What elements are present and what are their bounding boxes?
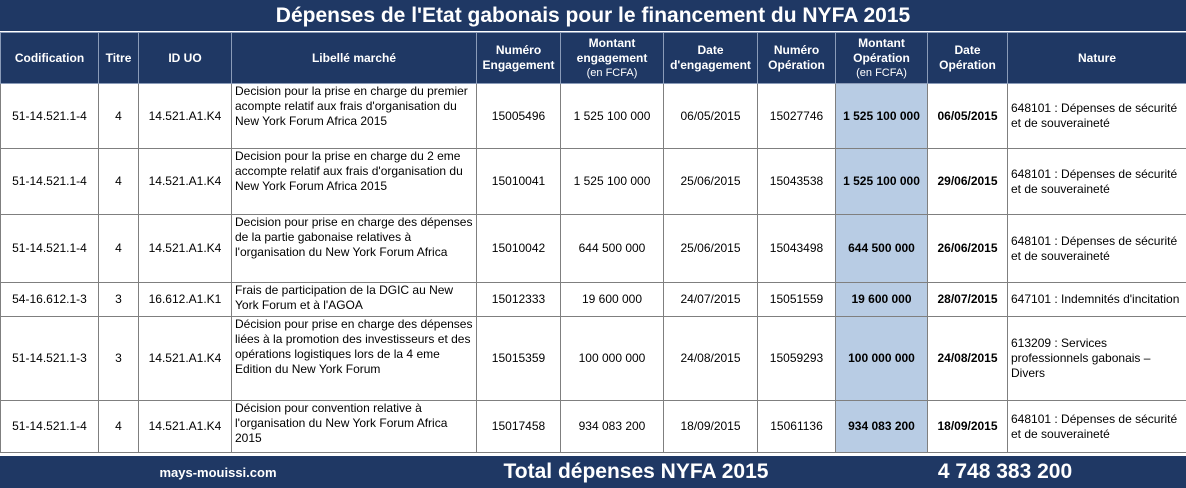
cell-montant-engagement: 1 525 100 000 — [561, 84, 664, 149]
total-label: Total dépenses NYFA 2015 — [503, 460, 769, 483]
cell-num-engagement: 15017458 — [477, 401, 561, 453]
col-montant-engagement — [561, 33, 664, 84]
col-id-uo: ID UO — [139, 33, 232, 84]
cell-libelle: Décision pour convention relative à l'organisation du New York Forum Africa 2015 — [232, 401, 477, 453]
table-row — [1, 149, 1186, 215]
cell-montant-operation: 1 525 100 000 — [836, 149, 928, 215]
cell-montant-engagement: 19 600 000 — [561, 283, 664, 317]
cell-montant-operation: 934 083 200 — [836, 401, 928, 453]
cell-num-operation: 15027746 — [758, 84, 836, 149]
cell-montant-engagement: 1 525 100 000 — [561, 149, 664, 215]
cell-num-operation: 15043498 — [758, 215, 836, 283]
col-nature: Nature — [1008, 33, 1186, 84]
cell-date-engagement: 25/06/2015 — [664, 215, 758, 283]
cell-id-uo: 14.521.A1.K4 — [139, 149, 232, 215]
col-montant-operation — [836, 33, 928, 84]
cell-codification: 54-16.612.1-3 — [1, 283, 99, 317]
total-amount: 4 748 383 200 — [937, 460, 1073, 483]
cell-montant-operation: 19 600 000 — [836, 283, 928, 317]
table-row — [1, 215, 1186, 283]
cell-nature: 648101 : Dépenses de sécurité et de souveraineté — [1008, 149, 1186, 215]
cell-date-engagement: 24/07/2015 — [664, 283, 758, 317]
cell-id-uo: 14.521.A1.K4 — [139, 215, 232, 283]
cell-date-engagement: 18/09/2015 — [664, 401, 758, 453]
col-date-engagement: Date d'engagement — [664, 33, 758, 84]
table-row — [1, 317, 1186, 401]
cell-nature: 648101 : Dépenses de sécurité et de souveraineté — [1008, 215, 1186, 283]
cell-nature: 648101 : Dépenses de sécurité et de souveraineté — [1008, 401, 1186, 453]
cell-id-uo: 14.521.A1.K4 — [139, 84, 232, 149]
cell-montant-engagement: 644 500 000 — [561, 215, 664, 283]
cell-id-uo: 14.521.A1.K4 — [139, 317, 232, 401]
col-codification: Codification — [1, 33, 99, 84]
col-num-operation: Numéro Opération — [758, 33, 836, 84]
cell-titre: 4 — [99, 215, 139, 283]
cell-date-operation: 29/06/2015 — [928, 149, 1008, 215]
cell-montant-operation: 644 500 000 — [836, 215, 928, 283]
cell-num-operation: 15059293 — [758, 317, 836, 401]
cell-codification: 51-14.521.1-4 — [1, 149, 99, 215]
cell-montant-operation: 1 525 100 000 — [836, 84, 928, 149]
header-row — [1, 33, 1186, 84]
cell-montant-engagement: 100 000 000 — [561, 317, 664, 401]
cell-codification: 51-14.521.1-4 — [1, 215, 99, 283]
table-row — [1, 401, 1186, 453]
col-montant-operation-unit: (en FCFA) — [856, 66, 907, 79]
cell-num-engagement: 15005496 — [477, 84, 561, 149]
cell-date-operation: 28/07/2015 — [928, 283, 1008, 317]
cell-codification: 51-14.521.1-4 — [1, 401, 99, 453]
cell-num-engagement: 15010042 — [477, 215, 561, 283]
cell-libelle: Frais de participation de la DGIC au New York Forum et à l'AGOA — [232, 283, 477, 317]
cell-nature: 648101 : Dépenses de sécurité et de souveraineté — [1008, 84, 1186, 149]
cell-nature: 647101 : Indemnités d'incitation — [1008, 283, 1186, 317]
cell-date-operation: 24/08/2015 — [928, 317, 1008, 401]
cell-num-engagement: 15015359 — [477, 317, 561, 401]
cell-titre: 4 — [99, 84, 139, 149]
col-num-engagement: Numéro Engagement — [477, 33, 561, 84]
cell-montant-operation: 100 000 000 — [836, 317, 928, 401]
col-libelle: Libellé marché — [232, 33, 477, 84]
col-titre: Titre — [99, 33, 139, 84]
table-row — [1, 283, 1186, 317]
cell-libelle: Decision pour prise en charge des dépenses de la partie gabonaise relatives à l'organisation du New York Forum Africa — [232, 215, 477, 283]
cell-libelle: Decision pour la prise en charge du premier acompte relatif aux frais d'organisation du New York Forum Africa 2015 — [232, 84, 477, 149]
table-row — [1, 84, 1186, 149]
cell-titre: 4 — [99, 401, 139, 453]
col-montant-operation-label: Montant Opération — [853, 35, 910, 65]
total-footer — [0, 456, 1186, 488]
source-site: mays-mouissi.com — [159, 464, 277, 480]
col-montant-engagement-label: Montant engagement — [576, 35, 648, 65]
cell-montant-engagement: 934 083 200 — [561, 401, 664, 453]
cell-codification: 51-14.521.1-4 — [1, 84, 99, 149]
cell-date-engagement: 25/06/2015 — [664, 149, 758, 215]
cell-libelle: Decision pour la prise en charge du 2 eme accompte relatif aux frais d'organisation du New York Forum Africa 2015 — [232, 149, 477, 215]
cell-date-engagement: 24/08/2015 — [664, 317, 758, 401]
cell-date-operation: 06/05/2015 — [928, 84, 1008, 149]
cell-id-uo: 14.521.A1.K4 — [139, 401, 232, 453]
sheet-title: Dépenses de l'Etat gabonais pour le financement du NYFA 2015 — [0, 0, 1186, 32]
cell-titre: 3 — [99, 317, 139, 401]
cell-num-operation: 15061136 — [758, 401, 836, 453]
expenses-table — [0, 32, 1186, 453]
cell-date-engagement: 06/05/2015 — [664, 84, 758, 149]
cell-date-operation: 26/06/2015 — [928, 215, 1008, 283]
cell-libelle: Décision pour prise en charge des dépenses liées à la promotion des investisseurs et des opérations logistiques lors de la 4 eme Edition du New York Forum — [232, 317, 477, 401]
cell-date-operation: 18/09/2015 — [928, 401, 1008, 453]
cell-codification: 51-14.521.1-3 — [1, 317, 99, 401]
cell-num-operation: 15043538 — [758, 149, 836, 215]
cell-num-engagement: 15012333 — [477, 283, 561, 317]
col-date-operation: Date Opération — [928, 33, 1008, 84]
cell-titre: 4 — [99, 149, 139, 215]
cell-titre: 3 — [99, 283, 139, 317]
col-montant-engagement-unit: (en FCFA) — [586, 66, 638, 79]
cell-num-engagement: 15010041 — [477, 149, 561, 215]
cell-num-operation: 15051559 — [758, 283, 836, 317]
cell-nature: 613209 : Services professionnels gabonais – Divers — [1008, 317, 1186, 401]
cell-id-uo: 16.612.A1.K1 — [139, 283, 232, 317]
